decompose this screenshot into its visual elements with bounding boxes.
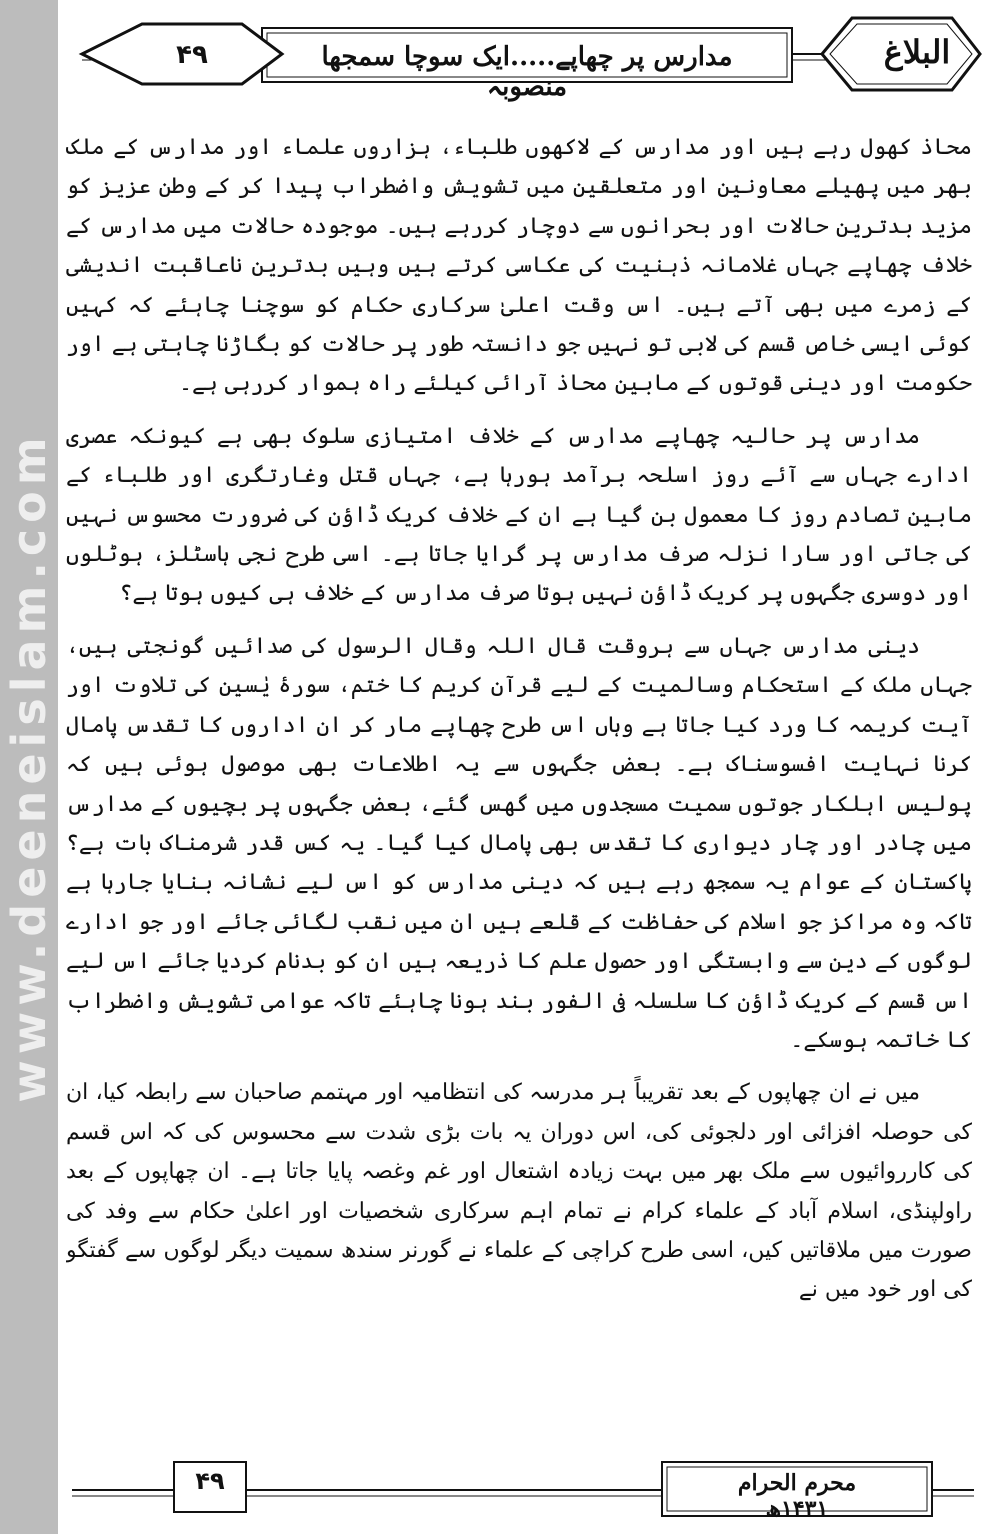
side-watermark-strip (0, 0, 58, 1534)
paragraph: محاذ کھول رہے ہیں اور مدارس کے لاکھوں طلباء، ہزاروں علماء اور مدارس کے ملک بھر میں پھیلے معاونین اور متعلقین میں تشویش واضطراب پیدا کر کے وطن عزیز کو مزید بدترین حالات اور بحرانوں سے دوچار کررہے ہیں۔ موجودہ حالات میں مدارس کے خلاف چھاپے جہاں غلامانہ ذہنیت کی عکاسی کرتے ہیں وہیں بدترین ناعاقبت اندیشی کے زمرے میں بھی آتے ہیں۔ اس وقت اعلیٰ سرکاری حکام کو سوچنا چاہئے کہ کہیں کوئی ایسی خاص قسم کی لابی تو نہیں جو دانستہ طور پر حالات کو بگاڑنا چاہتی ہے اور حکومت اور دینی قوتوں کے مابین محاذ آرائی کیلئے راہ ہموار کررہی ہے۔ (66, 135, 972, 397)
page-header (62, 14, 984, 102)
article-body (66, 128, 972, 1443)
header-page-number: ۴۹ (176, 40, 208, 70)
paragraph: میں نے ان چھاپوں کے بعد تقریباً ہر مدرسہ کی انتظامیہ اور مہتمم صاحبان سے رابطہ کیا، ان کی حوصلہ افزائی اور دلجوئی کی، اس دوران یہ بات بڑی شدت سے محسوس کی کہ اس قسم کی کارروائیوں سے ملک بھر میں بہت زیادہ اشتعال اور غم وغصہ پایا جاتا ہے۔ ان چھاپوں کے بعد راولپنڈی، اسلام آباد کے علماء کرام نے تمام اہم سرکاری شخصیات اور اعلیٰ حکام سے وفد کی صورت میں ملاقاتیں کیں، اسی طرح کراچی کے علماء نے گورنر سندھ سمیت دیگر لوگوں سے گفتگو کی اور خود میں نے (66, 1080, 972, 1303)
paragraph: مدارس پر حالیہ چھاپے مدارس کے خلاف امتیازی سلوک بھی ہے کیونکہ عصری ادارے جہاں سے آئے روز اسلحہ برآمد ہورہا ہے، جہاں قتل وغارتگری اور طلباء کے مابین تصادم روز کا معمول بن گیا ہے ان کے خلاف کریک ڈاؤن کی ضرورت محسوس نہیں کی جاتی اور سارا نزلہ صرف مدارس پر گرایا جاتا ہے۔ اسی طرح نجی ہاسٹلز، ہوٹلوں اور دوسری جگہوں پر کریک ڈاؤن نہیں ہوتا صرف مدارس کے خلاف ہی کیوں ہوتا ہے؟ (66, 423, 972, 607)
running-title: مدارس پر چھاپے.....ایک سوچا سمجھا منصوبہ (321, 42, 733, 102)
page-footer (62, 1458, 984, 1522)
footer-page-number: ۴۹ (195, 1467, 225, 1495)
issue-date: محرم الحرام ۱۴۳۱ھ (737, 1470, 857, 1522)
magazine-logo: البلاغ (883, 33, 951, 71)
website-watermark: www.deeneislam.com (2, 431, 56, 1103)
paragraph: دینی مدارس جہاں سے ہروقت قال اللہ وقال الرسول کی صدائیں گونجتی ہیں، جہاں ملک کے استحکام وسالمیت کے لیے قرآن کریم کا ختم، سورۂ یٰسین کی تلاوت اور آیت کریمہ کا ورد کیا جاتا ہے وہاں اس طرح چھاپے مار کر ان اداروں کا تقدس پامال کرنا نہایت افسوسناک ہے۔ بعض جگہوں سے یہ اطلاعات بھی موصول ہوئی ہیں کہ پولیس اہلکار جوتوں سمیت مسجدوں میں گھس گئے، بعض جگہوں پر بچیوں کے مدارس میں چادر اور چار دیواری کا تقدس بھی پامال کیا گیا۔ یہ کس قدر شرمناک بات ہے؟ پاکستان کے عوام یہ سمجھ رہے ہیں کہ دینی مدارس کو اس لیے نشانہ بنایا جارہا ہے تاکہ وہ مراکز جو اسلام کی حفاظت کے قلعے ہیں ان میں نقب لگائی جائے اور جو ادارے لوگوں کے دین سے وابستگی اور حصول علم کا ذریعہ ہیں ان کو بدنام کردیا جائے اس لیے اس قسم کے کریک ڈاؤن کا سلسلہ فی الفور بند ہونا چاہئے تاکہ عوامی تشویش واضطراب کا خاتمہ ہوسکے۔ (66, 633, 972, 1053)
